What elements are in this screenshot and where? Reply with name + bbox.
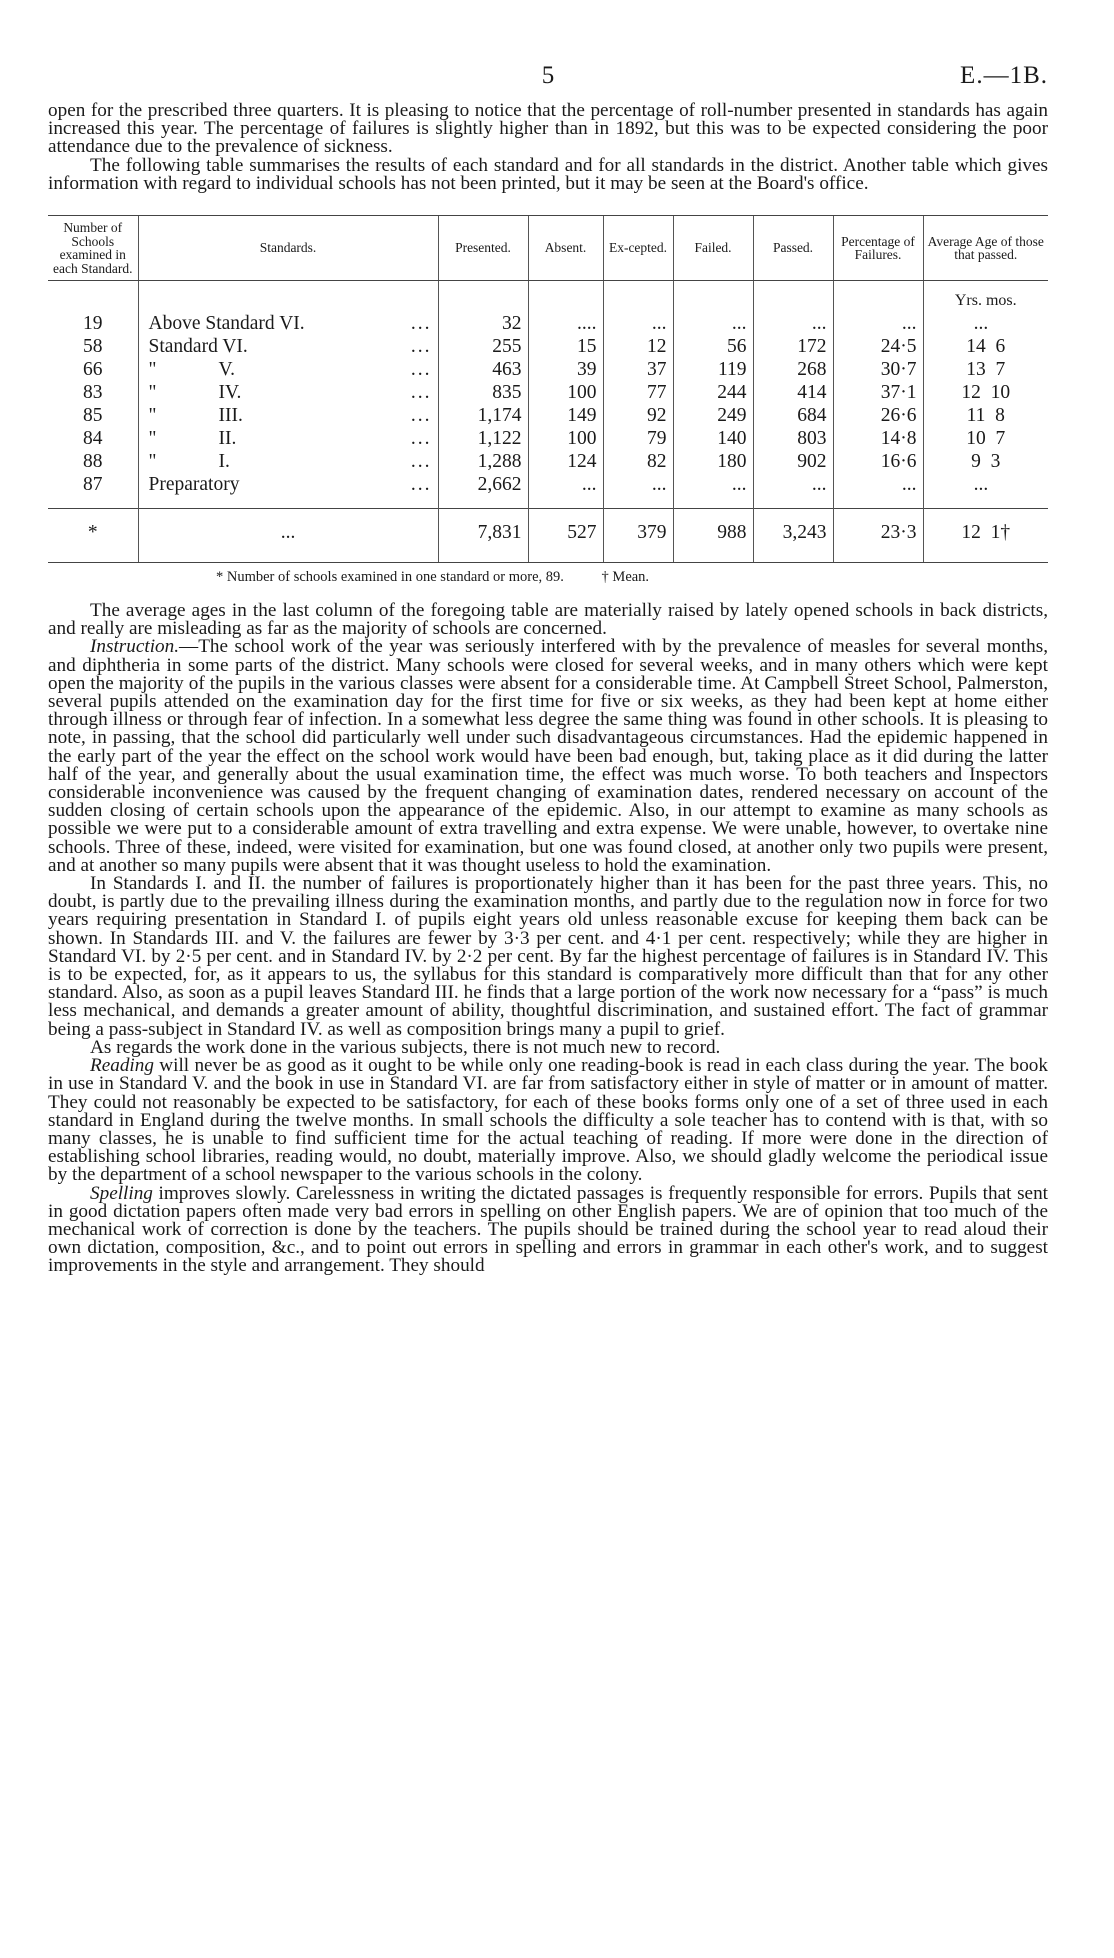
reading-heading: Reading — [90, 1055, 154, 1077]
cell-schools: 19 — [83, 313, 103, 335]
cell-percentage: 14·8 — [833, 427, 923, 450]
cell-standard: " II. ... — [138, 427, 438, 450]
header-presented: Presented. — [438, 216, 528, 281]
table-row — [48, 312, 1048, 335]
cell-age: 10 7 — [923, 427, 1048, 450]
paragraph-regards: As regards the work done in the various subjects, there is not much new to record. — [90, 1036, 721, 1058]
footnote-mean: † Mean. — [601, 569, 650, 586]
table-row — [48, 404, 1048, 427]
cell-passed: 803 — [753, 427, 833, 450]
age-unit: Yrs. mos. — [923, 281, 1048, 313]
cell-standard: " V. ... — [138, 358, 438, 381]
total-failed: 988 — [673, 509, 753, 563]
spelling-heading: Spelling — [90, 1182, 153, 1204]
header-excepted: Ex-cepted. — [603, 216, 673, 281]
cell-failed: 180 — [673, 450, 753, 473]
cell-excepted: ... — [603, 312, 673, 335]
cell-standard: Above Standard VI. ... — [138, 312, 438, 335]
cell-percentage: 30·7 — [833, 358, 923, 381]
total-excepted: 379 — [603, 509, 673, 563]
paragraph-standards: In Standards I. and II. the number of failures is proportionately higher than it has been for the past three years. This, no doubt, is partly due to the prevailing illness during the examination months, and partly due to the regulation now in force for two years requiring presentation in Standard I. of pupils eight years old unless reasonable excuse for keeping them back can be shown. In Standards III. and V. the failures are fewer by 3·3 per cent. and 4·1 per cent. respectively; while they are higher in Standard VI. by 2·5 per cent. and in Standard IV. by 2·2 per cent. By far the highest percentage of failures is in Standard IV. This is to be expected, for, as it appears to us, the syllabus for this standard is comparatively more difficult than that for any other standard. Also, as soon as a pupil leaves Standard III. he finds that a large portion of the work now necessary for a “pass” is much less mechanical, and demands a greater amount of ability, thoughtful discrimination, and sustained effort. The fact of grammar being a pass-subject in Standard IV. as well as composition brings many a pupil to grief. — [48, 873, 1048, 1040]
cell-absent: ... — [528, 473, 603, 509]
cell-failed: 56 — [673, 335, 753, 358]
cell-failed: ... — [673, 473, 753, 509]
paragraph-intro: open for the prescribed three quarters. It is pleasing to notice that the percentage of roll-number presented in standards has again increased this year. The percentage of failures is slightly higher than in 1892, but this was to be expected considering the poor attendance due to the prevalence of sickness. — [48, 100, 1048, 158]
cell-excepted: ... — [603, 473, 673, 509]
cell-age: 14 6 — [923, 335, 1048, 358]
cell-presented: 1,174 — [438, 404, 528, 427]
cell-excepted: 77 — [603, 381, 673, 404]
paragraph-spelling: Spelling improves slowly. Carelessness in writing the dictated passages is frequently responsible for errors. Pupils that sent in good dictation papers often made very bad errors in spelling on other English papers. We are of opinion that too much of the mechanical work of correction is done by the teachers. The pupils should be trained during the school year to read aloud their own dictation, composition, &c., and to point out errors in spelling and errors in grammar in each other's work, and to suggest improvements in the style and arrangement. They should — [48, 1182, 1048, 1277]
cell-schools: 88 — [83, 451, 103, 473]
header-passed: Passed. — [753, 216, 833, 281]
cell-age: 12 10 — [923, 381, 1048, 404]
cell-percentage: ... — [833, 312, 923, 335]
cell-presented: 1,122 — [438, 427, 528, 450]
cell-presented: 2,662 — [438, 473, 528, 509]
footnote-schools: * Number of schools examined in one standard or more, 89. — [216, 569, 564, 586]
cell-failed: 249 — [673, 404, 753, 427]
cell-failed: 244 — [673, 381, 753, 404]
table-row-total — [48, 509, 1048, 563]
total-presented: 7,831 — [438, 509, 528, 563]
cell-failed: 119 — [673, 358, 753, 381]
unit-row — [48, 281, 1048, 313]
table-row — [48, 381, 1048, 404]
cell-presented: 835 — [438, 381, 528, 404]
total-percentage: 23·3 — [833, 509, 923, 563]
cell-age: 11 8 — [923, 404, 1048, 427]
total-standard: ... — [138, 509, 438, 563]
cell-schools: 58 — [83, 336, 103, 358]
cell-passed: 902 — [753, 450, 833, 473]
cell-standard: Preparatory ... — [138, 473, 438, 509]
cell-passed: 268 — [753, 358, 833, 381]
cell-percentage: 26·6 — [833, 404, 923, 427]
cell-standard: " I. ... — [138, 450, 438, 473]
cell-age: 9 3 — [923, 450, 1048, 473]
paragraph-table-intro: The following table summarises the results of each standard and for all standards in the district. Another table which gives information with regard to individual schools has not been printed, but it may be seen at the Board's office. — [48, 154, 1048, 194]
cell-percentage: 16·6 — [833, 450, 923, 473]
cell-excepted: 92 — [603, 404, 673, 427]
cell-standard: " III. ... — [138, 404, 438, 427]
cell-passed: ... — [753, 473, 833, 509]
cell-presented: 1,288 — [438, 450, 528, 473]
cell-age: ... — [923, 312, 1048, 335]
cell-presented: 32 — [438, 312, 528, 335]
cell-age: ... — [923, 473, 1048, 509]
cell-standard: " IV. ... — [138, 381, 438, 404]
cell-absent: 100 — [528, 381, 603, 404]
cell-absent: .... — [528, 312, 603, 335]
cell-passed: ... — [753, 312, 833, 335]
page — [48, 62, 1048, 1276]
results-table — [48, 215, 1048, 563]
cell-excepted: 12 — [603, 335, 673, 358]
cell-excepted: 79 — [603, 427, 673, 450]
document-reference: E.—1B. — [960, 62, 1048, 89]
cell-presented: 463 — [438, 358, 528, 381]
total-schools: * — [48, 509, 138, 563]
cell-percentage: ... — [833, 473, 923, 509]
paragraph-average-ages: The average ages in the last column of the foregoing table are materially raised by lately opened schools in back districts, and really are misleading as far as the majority of schools are concerned. — [48, 600, 1048, 640]
cell-percentage: 24·5 — [833, 335, 923, 358]
cell-schools: 66 — [83, 359, 103, 381]
total-age: 12 1† — [923, 509, 1048, 563]
cell-excepted: 82 — [603, 450, 673, 473]
page-header — [48, 62, 1048, 102]
header-standards: Standards. — [138, 216, 438, 281]
header-schools: Number of Schools examined in each Standard. — [48, 216, 138, 281]
cell-schools: 85 — [83, 405, 103, 427]
table-row — [48, 450, 1048, 473]
cell-schools: 83 — [83, 382, 103, 404]
cell-passed: 414 — [753, 381, 833, 404]
instruction-heading: Instruction. — [90, 636, 180, 658]
table-header-row — [48, 216, 1048, 281]
cell-excepted: 37 — [603, 358, 673, 381]
table-footnotes — [48, 569, 1048, 586]
cell-passed: 684 — [753, 404, 833, 427]
table-row — [48, 335, 1048, 358]
cell-age: 13 7 — [923, 358, 1048, 381]
table-row — [48, 358, 1048, 381]
cell-absent: 100 — [528, 427, 603, 450]
cell-schools: 84 — [83, 428, 103, 450]
cell-absent: 15 — [528, 335, 603, 358]
cell-standard: Standard VI. ... — [138, 335, 438, 358]
header-average-age: Average Age of those that passed. — [923, 216, 1048, 281]
page-number: 5 — [541, 62, 555, 89]
table-row — [48, 473, 1048, 509]
total-absent: 527 — [528, 509, 603, 563]
cell-failed: 140 — [673, 427, 753, 450]
cell-schools: 87 — [83, 474, 103, 496]
total-passed: 3,243 — [753, 509, 833, 563]
header-failed: Failed. — [673, 216, 753, 281]
cell-failed: ... — [673, 312, 753, 335]
header-absent: Absent. — [528, 216, 603, 281]
cell-percentage: 37·1 — [833, 381, 923, 404]
header-percentage: Percentage of Failures. — [833, 216, 923, 281]
cell-absent: 124 — [528, 450, 603, 473]
table-row — [48, 427, 1048, 450]
cell-passed: 172 — [753, 335, 833, 358]
cell-absent: 149 — [528, 404, 603, 427]
cell-presented: 255 — [438, 335, 528, 358]
paragraph-instruction: Instruction.—The school work of the year was seriously interfered with by the prevalence of measles for several months, and diphtheria in some parts of the district. Many schools were closed for several weeks, and in many others which were kept open the majority of the pupils in the various classes were absent for a considerable time. At Campbell Street School, Palmerston, several pupils attended on the examination day for the first time for five or six weeks, as they had been kept at home either through illness or through fear of infection. In a somewhat less degree the same thing was found in other schools. It is pleasing to note, in passing, that the school did particularly well under such disadvantageous circumstances. Had the epidemic happened in the early part of the year the effect on the school work would have been bad enough, but, taking place as it did during the latter half of the year, and generally about the usual examination time, the effect was much worse. To both teachers and Inspectors considerable inconvenience was caused by the frequent changing of examination dates, rendered necessary on account of the sudden closing of certain schools upon the appearance of the epidemic. Also, in our attempt to examine as many schools as possible we were put to a considerable amount of extra travelling and extra expense. We were unable, however, to overtake nine schools. Three of these, indeed, were visited for examination, but one was found closed, at another only two pupils were present, and at another so many pupils were absent that it was thought useless to hold the examination. — [48, 636, 1048, 876]
paragraph-reading: Reading will never be as good as it ought to be while only one reading-book is read in each class during the year. The book in use in Standard V. and the book in use in Standard VI. are far from satisfactory either in style of matter or in amount of matter. They could not reasonably be expected to be satisfactory, for each of these books forms only one of a set of three used in each standard in England during the twelve months. In small schools the difficulty a sole teacher has to contend with is that, with so many classes, he is unable to find sufficient time for the actual teaching of reading. If more were done in the direction of establishing school libraries, reading would, no doubt, materially improve. Also, we should gladly welcome the periodical issue by the department of a school newspaper to the various schools in the colony. — [48, 1055, 1048, 1186]
cell-absent: 39 — [528, 358, 603, 381]
